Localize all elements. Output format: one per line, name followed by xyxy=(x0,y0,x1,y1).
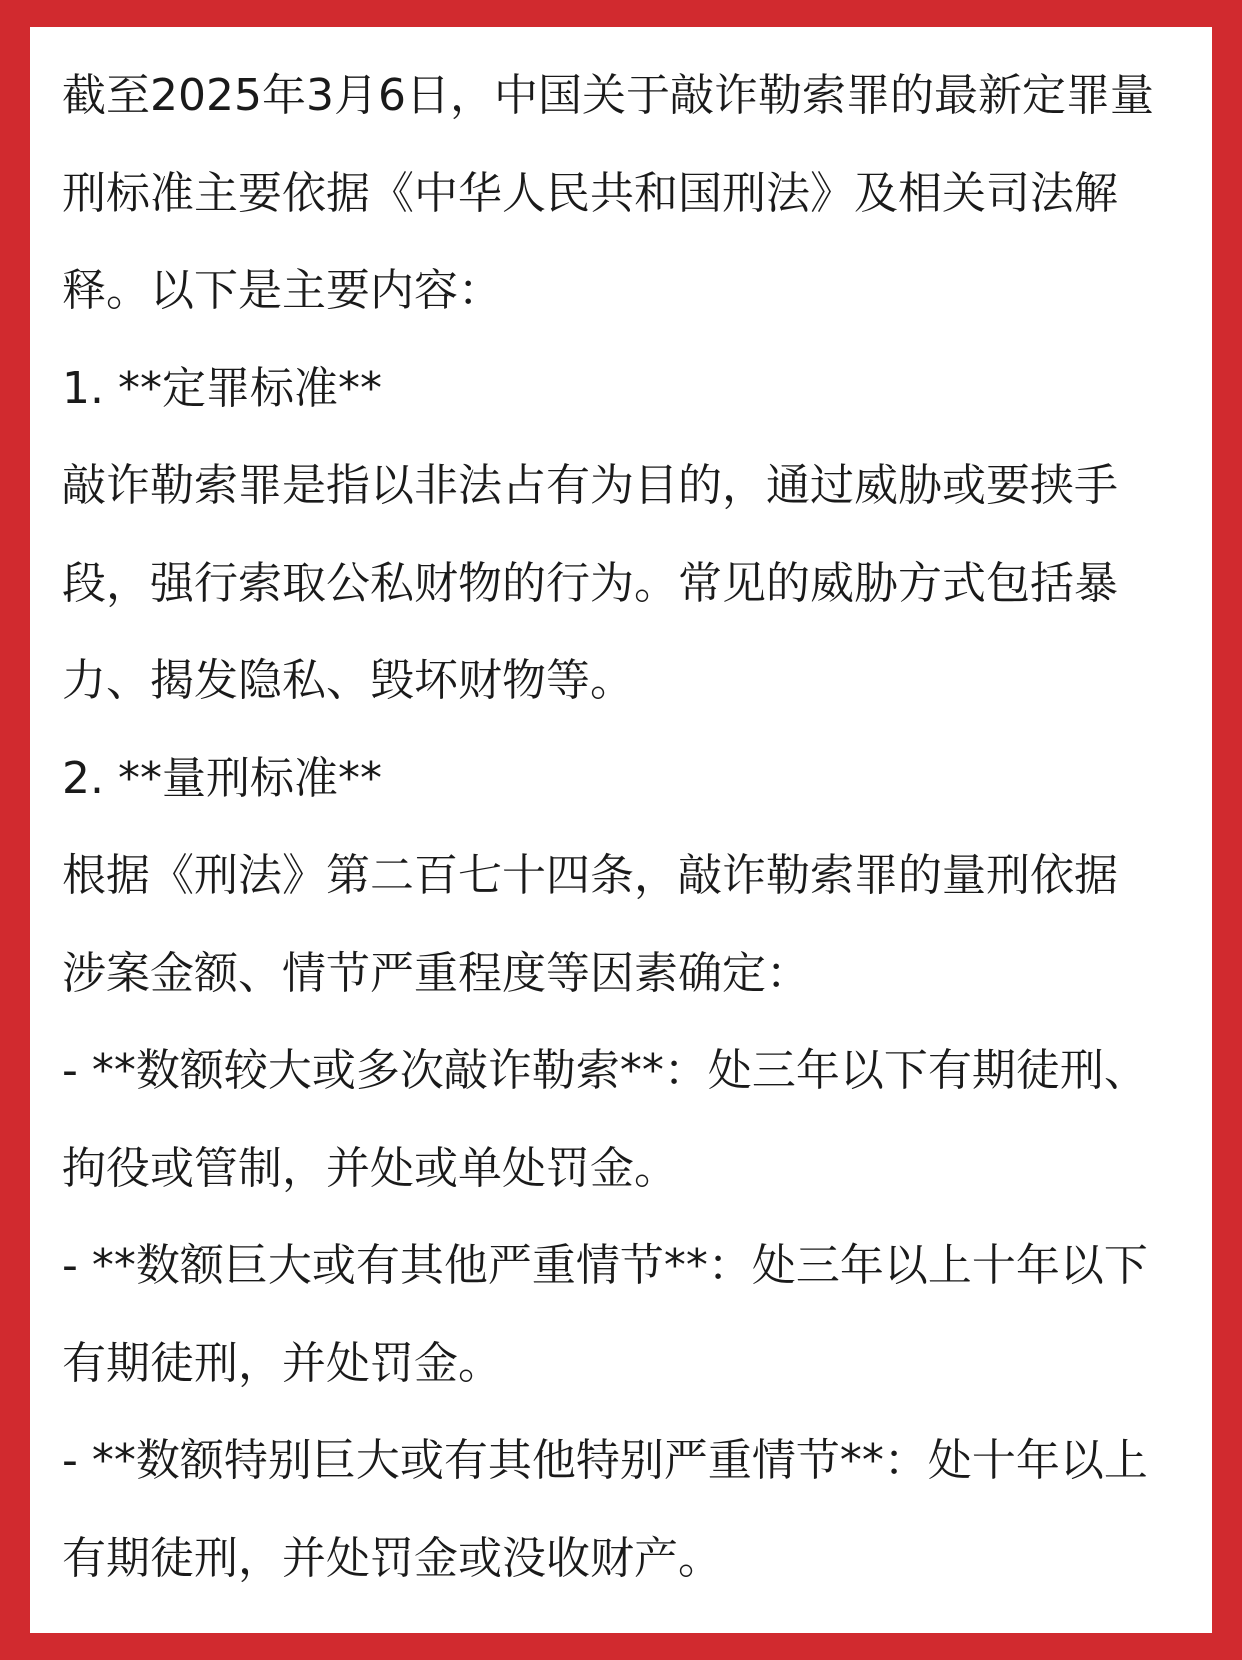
text-line: 根据《刑法》第二百七十四条，敲诈勒索罪的量刑依据 xyxy=(62,850,1118,901)
text-line: 涉案金额、情节严重程度等因素确定： xyxy=(62,947,810,999)
document-card xyxy=(30,27,1212,1633)
list-item-line: 有期徒刑，并处罚金。 xyxy=(62,1337,502,1389)
list-item-line: - **数额巨大或有其他严重情节**：处三年以上十年以下 xyxy=(62,1240,1148,1291)
list-item-line: - **数额较大或多次敲诈勒索**：处三年以下有期徒刑、 xyxy=(62,1045,1148,1096)
text-line: 段，强行索取公私财物的行为。常见的威胁方式包括暴 xyxy=(62,557,1118,609)
text-line: 力、揭发隐私、毁坏财物等。 xyxy=(62,655,634,706)
list-item-line: 拘役或管制，并处或单处罚金。 xyxy=(62,1142,678,1194)
text-line: 刑标准主要依据《中华人民共和国刑法》及相关司法解 xyxy=(62,167,1118,219)
list-item-line: - **数额特别巨大或有其他特别严重情节**：处十年以上 xyxy=(62,1435,1148,1486)
text-line: 敲诈勒索罪是指以非法占有为目的，通过威胁或要挟手 xyxy=(62,460,1118,511)
text-line: 截至2025年3月6日，中国关于敲诈勒索罪的最新定罪量 xyxy=(62,70,1154,121)
list-item-line: 有期徒刑，并处罚金或没收财产。 xyxy=(62,1532,722,1584)
section-heading: 1. **定罪标准** xyxy=(62,362,382,414)
text-line: 释。以下是主要内容： xyxy=(62,265,502,316)
section-heading: 2. **量刑标准** xyxy=(62,752,382,804)
